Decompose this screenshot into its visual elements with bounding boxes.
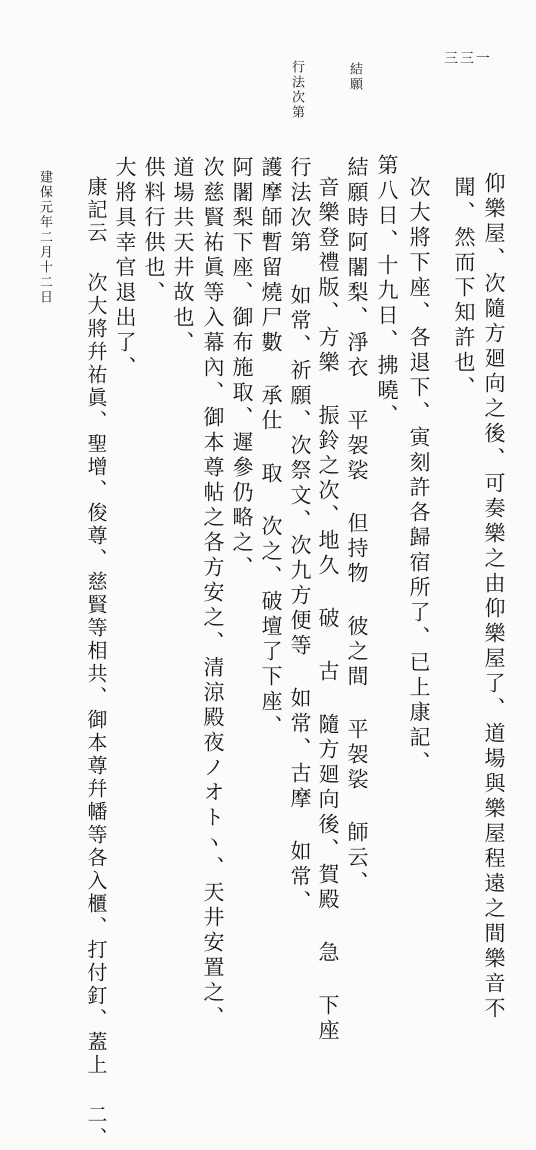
text-column-3: 次大將下座、各退下、寅刻許各歸宿所了、已上康記、 (407, 176, 431, 776)
text-column-14: 康記云 次大將幷祐眞、聖增、俊尊、慈賢等相共、御本尊幷幡等各入櫃、打付釘、蓋上 二、 (84, 176, 108, 1150)
text-column-6: 音樂登禮版、方樂 振鈴之次、地久 破 古 隨方廻向後、賀殿 急 下座 (316, 176, 340, 1044)
text-column-13: 大將具幸官退出了、 (113, 156, 137, 381)
text-column-5: 結願時阿闍梨、淨衣 平袈裟 但持物 彼之間 平袈裟 師云、 (345, 156, 369, 896)
text-column-11: 道場共天井故也、 (171, 156, 195, 356)
text-column-10: 次慈賢祐眞等入幕內、御本尊帖之各方安之、清涼殿夜ノオトヽ、天井安置之、 (201, 156, 225, 1031)
text-column-8: 護摩師暫留燒尸數 承仕 取 次之、破壇了下座、 (259, 156, 283, 740)
page-number: 三三一 (444, 51, 492, 67)
text-column-7: 行法次第 如常、祈願、次祭文、次九方便等 如常、古摩 如常、 (288, 156, 312, 915)
date-footer: 建保元年二月十二日 (37, 170, 52, 305)
text-column-2: 聞、然而下知許也、 (452, 176, 476, 401)
section-label-gyoho: 行法次第 (289, 60, 304, 120)
section-label-kechigan: 結願 (347, 62, 362, 92)
text-column-4: 第八日、十九日、拂曉、 (375, 154, 399, 429)
text-column-1: 仰樂屋、次隨方廻向之後、可奏樂之由仰樂屋了、道場與樂屋程遠之間樂音不 (482, 172, 506, 1022)
text-column-9: 阿闍梨下座、御布施取、遲參仍略之、 (230, 156, 254, 581)
text-column-12: 供料行供也、 (142, 156, 166, 306)
